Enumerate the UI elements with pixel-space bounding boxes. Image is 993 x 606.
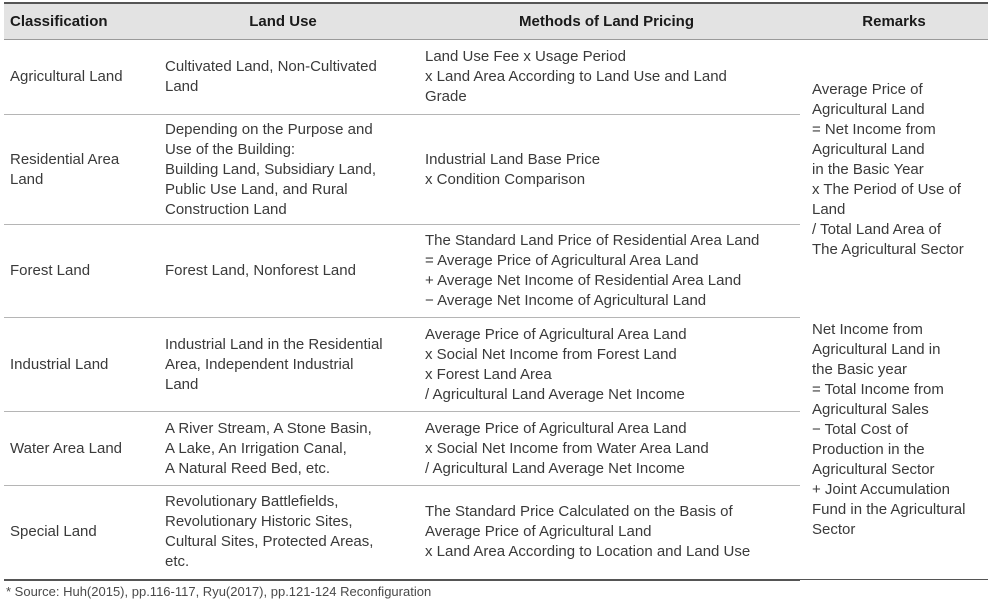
header-remarks: Remarks [800, 3, 988, 40]
cell-method: Average Price of Agricultural Area Land x Social Net Income from Forest Land x Forest Land Area / Agricultural Land Average Net Income [413, 318, 800, 412]
remarks-spacer [812, 280, 986, 300]
cell-classification: Water Area Land [4, 412, 153, 486]
header-row [4, 3, 988, 40]
cell-method: The Standard Price Calculated on the Basis of Average Price of Agricultural Land x Land Area According to Location and Land Use [413, 486, 800, 580]
header-classification: Classification [4, 3, 153, 40]
cell-method: The Standard Land Price of Residential Area Land = Average Price of Agricultural Area Land + Average Net Income of Residential Area Land − Average Net Income of Agricultural Land [413, 225, 800, 318]
source-note: * Source: Huh(2015), pp.116-117, Ryu(2017), pp.121-124 Reconfiguration [6, 584, 432, 599]
cell-land-use: Cultivated Land, Non-Cultivated Land [153, 40, 413, 115]
cell-land-use: Industrial Land in the Residential Area, Independent Industrial Land [153, 318, 413, 412]
cell-land-use: Revolutionary Battlefields, Revolutionary Historic Sites, Cultural Sites, Protected Areas, etc. [153, 486, 413, 580]
header-land-use: Land Use [153, 3, 413, 40]
cell-land-use: Forest Land, Nonforest Land [153, 225, 413, 318]
cell-classification: Forest Land [4, 225, 153, 318]
cell-method: Average Price of Agricultural Area Land x Social Net Income from Water Area Land / Agricultural Land Average Net Income [413, 412, 800, 486]
cell-classification: Industrial Land [4, 318, 153, 412]
table-row [4, 40, 988, 115]
cell-classification: Residential Area Land [4, 115, 153, 225]
cell-classification: Agricultural Land [4, 40, 153, 115]
header-methods-of-land-pricing: Methods of Land Pricing [413, 3, 800, 40]
cell-remarks [800, 40, 988, 580]
cell-land-use: A River Stream, A Stone Basin, A Lake, An Irrigation Canal, A Natural Reed Bed, etc. [153, 412, 413, 486]
remarks-net-income-formula: Net Income from Agricultural Land in the Basic year = Total Income from Agricultural Sales − Total Cost of Production in the Agricultural Sector + Joint Accumulation Fund in the Agricultural Sector [812, 320, 966, 538]
remarks-average-price-formula: Average Price of Agricultural Land = Net Income from Agricultural Land in the Basic Year x The Period of Use of Land / Total Land Area of The Agricultural Sector [812, 80, 964, 258]
cell-method: Land Use Fee x Usage Period x Land Area According to Land Use and Land Grade [413, 40, 800, 115]
cell-method: Industrial Land Base Price x Condition Comparison [413, 115, 800, 225]
cell-land-use: Depending on the Purpose and Use of the Building: Building Land, Subsidiary Land, Public Use Land, and Rural Construction Land [153, 115, 413, 225]
table-header [4, 3, 988, 40]
land-pricing-table [4, 2, 988, 581]
cell-classification: Special Land [4, 486, 153, 580]
table-body [4, 40, 988, 580]
